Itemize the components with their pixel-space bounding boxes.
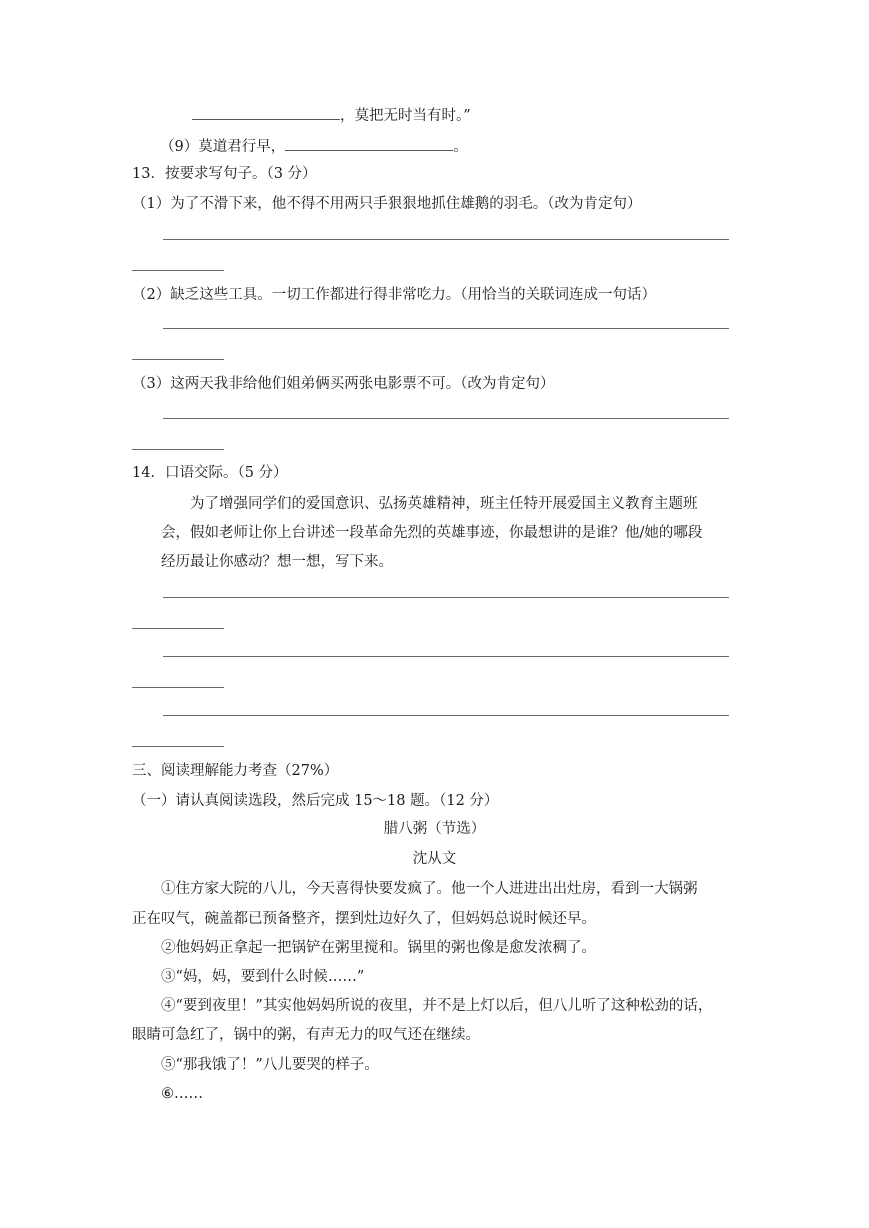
answer-line-end[interactable] [132, 359, 224, 360]
paragraph-line: 正在叹气，碗盖都已预备整齐，摆到灶边好久了，但妈妈总说时候还早。 [132, 911, 596, 927]
poem-line-8 [192, 105, 471, 126]
q13-title: 13．按要求写句子。（3 分） [132, 166, 317, 182]
answer-blank[interactable] [285, 136, 453, 151]
poem-line-9-end: 。 [453, 139, 468, 155]
poem-line-9-text: （9）莫道君行早， [160, 139, 286, 155]
paragraph-line: ③“妈，妈，要到什么时候……” [161, 969, 365, 985]
paragraph-line: ④“要到夜里！”其实他妈妈所说的夜里，并不是上灯以后，但八儿听了这种松劲的话， [161, 998, 713, 1014]
answer-line-end[interactable] [132, 270, 224, 271]
answer-line[interactable] [163, 418, 729, 419]
paragraph-line: ⑤“那我饿了！”八儿要哭的样子。 [161, 1057, 379, 1073]
article-author: 沈从文 [412, 851, 457, 867]
q14-text-line: 为了增强同学们的爱国意识、弘扬英雄精神，班主任特开展爱国主义教育主题班 [190, 496, 698, 512]
q13-item-1: （1）为了不滑下来，他不得不用两只手狠狠地抓住雄鹅的羽毛。（改为肯定句） [132, 196, 642, 212]
article-title: 腊八粥（节选） [383, 821, 486, 837]
q14-text-line: 会，假如老师让你上台讲述一段革命先烈的英雄事迹，你最想讲的是谁？他/她的哪段 [161, 525, 703, 541]
answer-line[interactable] [163, 328, 729, 329]
q14-title: 14．口语交际。（5 分） [132, 465, 288, 481]
poem-line-8-text: ，莫把无时当有时。” [340, 108, 471, 124]
poem-line-9 [160, 136, 468, 157]
answer-line-end[interactable] [132, 449, 224, 450]
answer-line-end[interactable] [132, 628, 224, 629]
answer-line[interactable] [163, 715, 729, 716]
q14-text-line: 经历最让你感动？想一想，写下来。 [161, 554, 393, 570]
answer-line[interactable] [163, 597, 729, 598]
paragraph-line: ⑥…… [161, 1086, 203, 1102]
paragraph-line: ①住方家大院的八儿，今天喜得快要发疯了。他一个人进进出出灶房，看到一大锅粥 [161, 881, 698, 897]
answer-line-end[interactable] [132, 746, 224, 747]
answer-line[interactable] [163, 656, 729, 657]
paragraph-line: ②他妈妈正拿起一把锅铲在粥里搅和。锅里的粥也像是愈发浓稠了。 [161, 940, 596, 956]
q13-item-2: （2）缺乏这些工具。一切工作都进行得非常吃力。（用恰当的关联词连成一句话） [132, 287, 656, 303]
paragraph-line: 眼睛可急红了，锅中的粥，有声无力的叹气还在继续。 [132, 1027, 480, 1043]
q13-item-3: （3）这两天我非给他们姐弟俩买两张电影票不可。（改为肯定句） [132, 376, 555, 392]
section-3-sub: （一）请认真阅读选段，然后完成 15～18 题。（12 分） [132, 793, 499, 809]
answer-line-end[interactable] [132, 687, 224, 688]
section-3-title: 三、阅读理解能力考查（27%） [132, 763, 339, 779]
answer-blank[interactable] [192, 105, 340, 120]
answer-line[interactable] [163, 239, 729, 240]
